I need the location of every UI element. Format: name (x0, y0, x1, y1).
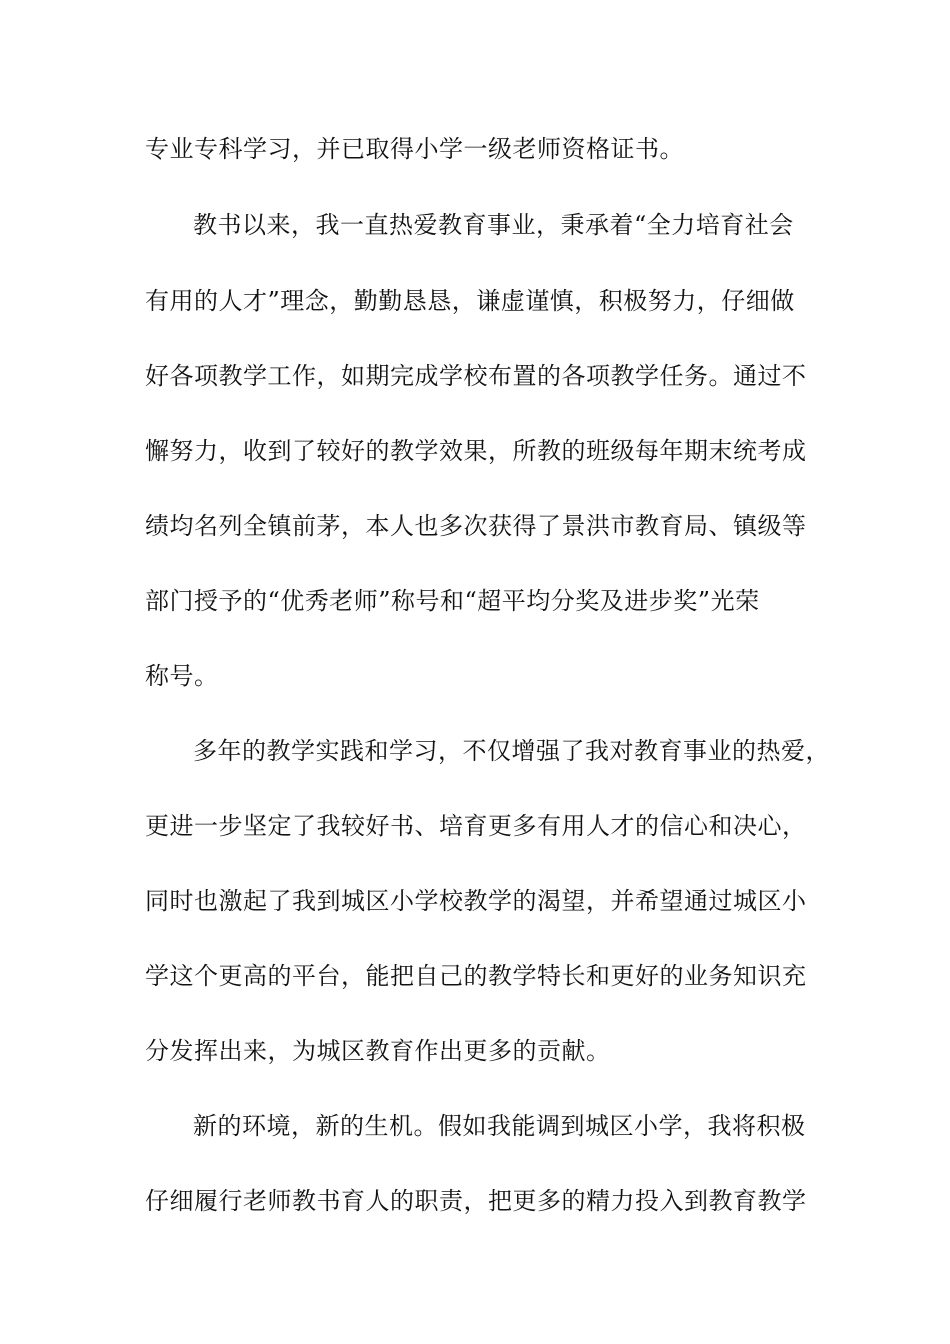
text-line: 仔细履行老师教书育人的职责，把更多的精力投入到教育教学 (145, 1187, 807, 1215)
text-line: 绩均名列全镇前茅，本人也多次获得了景洪市教育局、镇级等 (145, 512, 807, 540)
text-line: 好各项教学工作，如期完成学校布置的各项教学任务。通过不 (145, 362, 807, 390)
text-line: 有用的人才”理念，勤勤恳恳，谦虚谨慎，积极努力，仔细做 (145, 287, 795, 315)
text-line: 专业专科学习，并已取得小学一级老师资格证书。 (145, 135, 684, 163)
text-line: 懈努力，收到了较好的教学效果，所教的班级每年期末统考成 (145, 437, 807, 465)
text-line: 分发挥出来，为城区教育作出更多的贡献。 (145, 1037, 611, 1065)
text-line: 学这个更高的平台，能把自己的教学特长和更好的业务知识充 (145, 962, 807, 990)
paragraph-start-line: 新的环境，新的生机。假如我能调到城区小学，我将积极 (193, 1112, 806, 1140)
text-line: 同时也激起了我到城区小学校教学的渴望，并希望通过城区小 (145, 887, 807, 915)
text-line: 更进一步坚定了我较好书、培育更多有用人才的信心和决心， (145, 812, 807, 840)
text-line: 部门授予的“优秀老师”称号和“超平均分奖及进步奖”光荣 (145, 587, 760, 615)
text-line: 称号。 (145, 662, 219, 690)
paragraph-start-line: 教书以来，我一直热爱教育事业，秉承着“全力培育社会 (193, 211, 794, 239)
paragraph-start-line: 多年的教学实践和学习，不仅增强了我对教育事业的热爱， (193, 737, 830, 765)
